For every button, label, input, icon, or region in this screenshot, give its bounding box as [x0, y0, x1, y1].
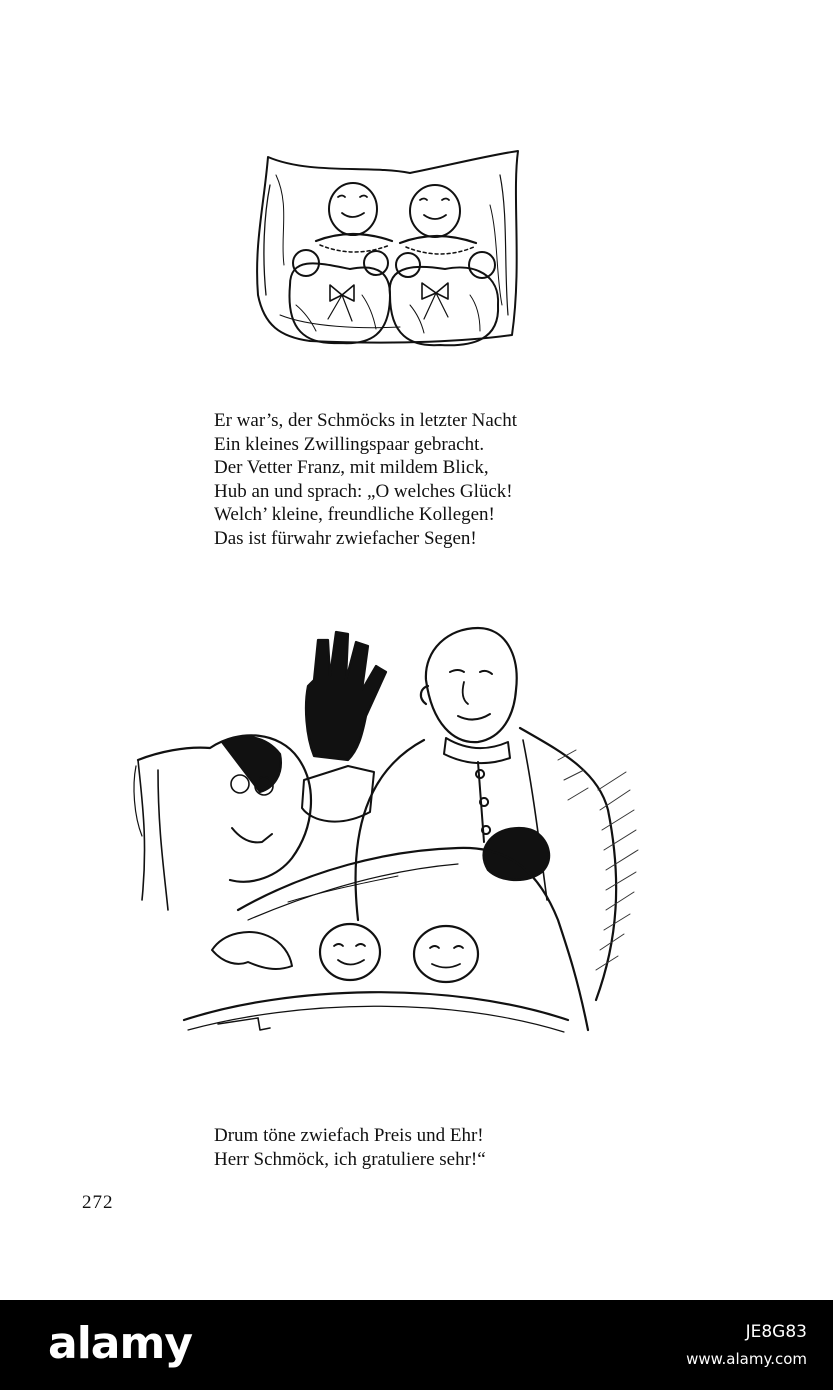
twins-illustration — [250, 145, 525, 360]
verse-line: Drum töne zwiefach Preis und Ehr! — [214, 1125, 484, 1146]
verse-line: Herr Schmöck, ich gratuliere sehr!“ — [214, 1148, 486, 1170]
watermark-footer — [0, 1300, 833, 1390]
image-id: JE8G83 — [745, 1322, 807, 1342]
brand-logo[interactable]: alamy — [48, 1318, 192, 1369]
verse-line: Der Vetter Franz, mit mildem Blick, — [214, 457, 489, 478]
verse-line: Er war’s, der Schmöcks in letzter Nacht — [214, 410, 518, 431]
verse-line: Das ist fürwahr zwiefacher Segen! — [214, 527, 477, 549]
page-number: 272 — [82, 1192, 114, 1213]
blessing-illustration — [128, 620, 648, 1055]
site-url[interactable]: www.alamy.com — [686, 1350, 807, 1368]
verse-line: Hub an und sprach: „O welches Glück! — [214, 480, 513, 502]
verse-line: Ein kleines Zwillingspaar gebracht. — [214, 433, 485, 455]
verse-bottom — [214, 1124, 486, 1171]
verse-line: Welch’ kleine, freundliche Kollegen! — [214, 504, 495, 525]
verse-top — [214, 409, 517, 550]
